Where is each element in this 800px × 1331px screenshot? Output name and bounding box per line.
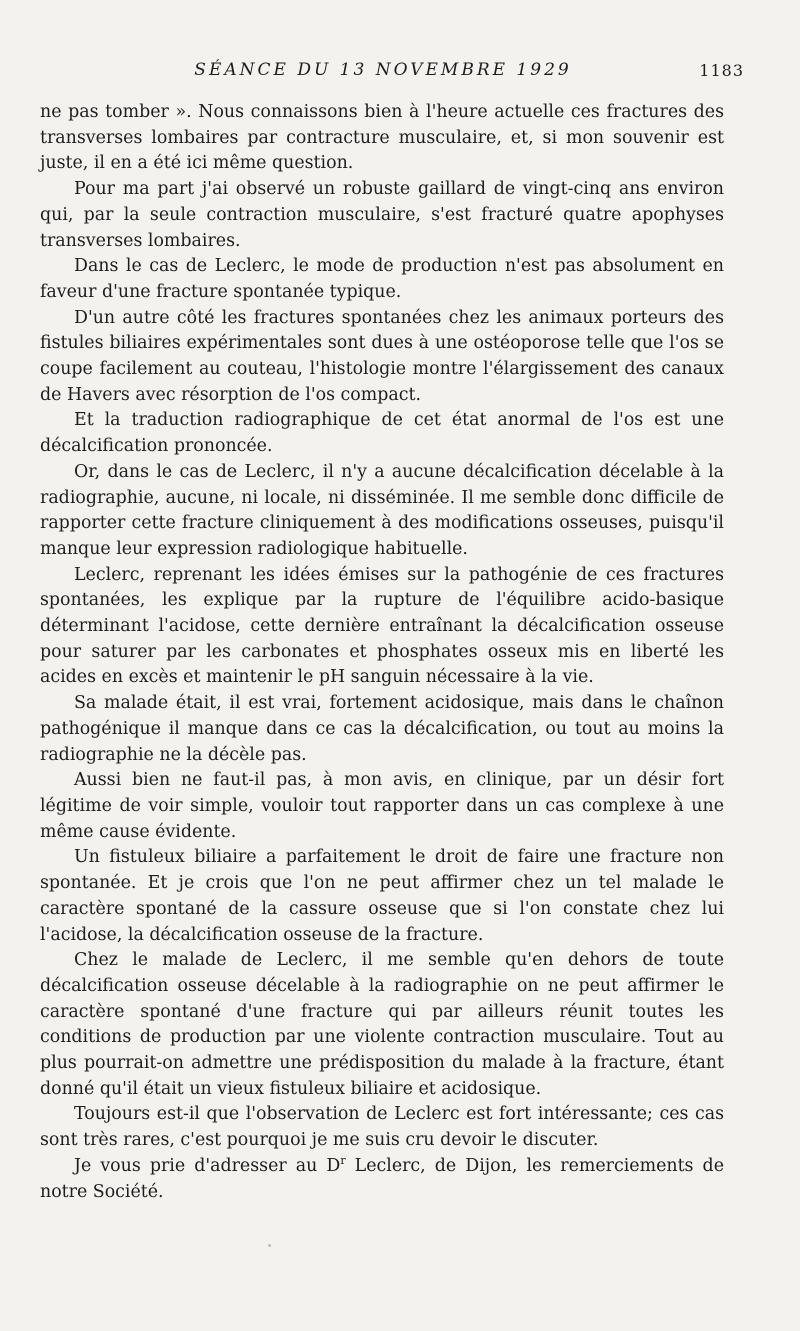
paragraph: Leclerc, reprenant les idées émises sur la pathogénie de ces fractures spontanées, les explique par la rupture de l'équilibre acido-basique déterminant l'acidose, cette dernière entraînant la décalcification osseuse pour saturer par les carbonates et phosphates osseux mis en liberté les acides en excès et maintenir le pH sanguin nécessaire à la vie.: [40, 564, 724, 688]
body-text: [40, 100, 724, 1205]
closing-text-end: Leclerc, de Dijon, les remerciements de notre Société.: [40, 1155, 724, 1202]
paragraph: Dans le cas de Leclerc, le mode de production n'est pas absolument en faveur d'une fracture spontanée typique.: [40, 256, 724, 302]
paragraph: Pour ma part j'ai observé un robuste gaillard de vingt-cinq ans environ qui, par la seule contraction musculaire, s'est fracturé quatre apophyses transverses lombaires.: [40, 179, 724, 251]
doctor-abbreviation-superscript: r: [340, 1154, 346, 1168]
paragraph: ne pas tomber ». Nous connaissons bien à l'heure actuelle ces fractures des transverses lombaires par contracture musculaire, et, si mon souvenir est juste, il en a été ici même question.: [40, 102, 724, 174]
paragraph: Toujours est-il que l'observation de Leclerc est fort intéressante; ces cas sont très rares, c'est pourquoi je me suis cru devoir le discuter.: [40, 1104, 724, 1151]
closing-paragraph: [40, 1154, 724, 1205]
paragraph: Chez le malade de Leclerc, il me semble qu'en dehors de toute décalcification osseuse décelable à la radiographie on ne peut affirmer le caractère spontané d'une fracture qui par ailleurs réunit toutes les conditions de production par une violente contraction musculaire. Tout au plus pourrait-on admettre une prédisposition du malade à la fracture, étant donné qu'il était un vieux fistuleux biliaire et acidosique.: [40, 950, 724, 1099]
page-header: [40, 56, 744, 86]
print-speck: [268, 1244, 271, 1247]
paragraph: Aussi bien ne faut-il pas, à mon avis, en clinique, par un désir fort légitime de voir simple, vouloir tout rapporter dans un cas complexe à une même cause évidente.: [40, 770, 724, 842]
paragraph: Sa malade était, il est vrai, fortement acidosique, mais dans le chaînon pathogénique il manque dans ce cas la décalcification, ou tout au moins la radiographie ne la décèle pas.: [40, 693, 724, 765]
paragraph: D'un autre côté les fractures spontanées chez les animaux porteurs des fistules biliaires expérimentales sont dues à une ostéoporose telle que l'os se coupe facilement au couteau, l'histologie montre l'élargissement des canaux de Havers avec résorption de l'os compact.: [40, 307, 724, 405]
paragraph: Or, dans le cas de Leclerc, il n'y a aucune décalcification décelable à la radiographie, aucune, ni locale, ni disséminée. Il me semble donc difficile de rapporter cette fracture cliniquement à des modifications osseuses, puisqu'il manque leur expression radiologique habituelle.: [40, 461, 724, 559]
paragraph: Un fistuleux biliaire a parfaitement le droit de faire une fracture non spontanée. Et je crois que l'on ne peut affirmer chez un tel malade le caractère spontané de la cassure osseuse que si l'on constate chez lui l'acidose, la décalcification osseuse de la fracture.: [40, 847, 724, 945]
running-head: SÉANCE DU 13 NOVEMBRE 1929: [194, 60, 572, 80]
paragraph: Et la traduction radiographique de cet état anormal de l'os est une décalcification prononcée.: [40, 410, 724, 457]
page-number: 1183: [699, 61, 744, 80]
closing-text-start: Je vous prie d'adresser au D: [74, 1155, 341, 1176]
